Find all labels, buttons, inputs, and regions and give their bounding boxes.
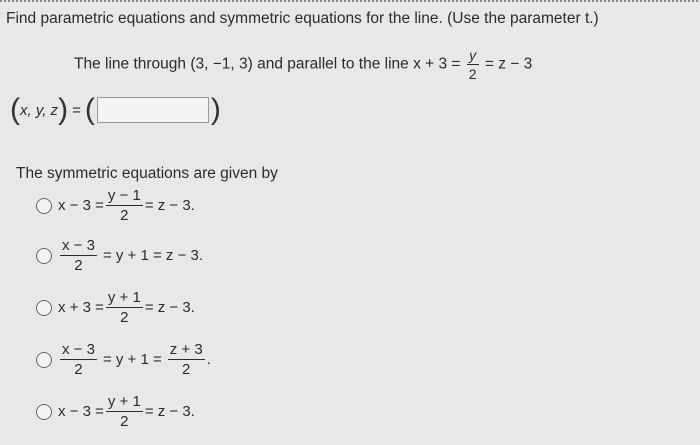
right-paren: ) [58,93,69,126]
symmetric-option-4[interactable] [36,342,211,377]
question-line-text [74,48,532,81]
option-4-left-numerator: x − 3 [62,341,95,358]
option-2-numerator: x − 3 [62,237,95,254]
option-5-fraction [106,394,143,429]
option-2-denominator: 2 [60,255,97,273]
radio-button[interactable] [36,198,52,214]
parallel-fraction-numerator: y [469,47,477,63]
radio-button[interactable] [36,248,52,264]
option-4-fraction-right [168,342,205,377]
answer-right-paren: ) [210,93,221,126]
left-paren: ( [10,93,20,126]
symmetric-option-2[interactable] [36,238,207,273]
option-4-mid: = y + 1 = [102,351,162,368]
question-prompt: Find parametric equations and symmetric equations for the line. (Use the parameter t.) [6,10,599,27]
vector-label: x, y, z [20,101,59,119]
symmetric-option-1[interactable] [36,188,195,223]
symmetric-option-5[interactable] [36,394,195,429]
radio-button[interactable] [36,352,52,368]
option-1-pre: x − 3 = [58,197,104,214]
option-1-fraction [106,188,143,223]
option-3-numerator: y + 1 [107,289,141,306]
option-3-denominator: 2 [106,307,143,325]
parallel-fraction [467,48,479,81]
radio-button[interactable] [36,404,52,420]
radio-button[interactable] [36,300,52,316]
option-5-pre: x − 3 = [58,403,104,420]
parallel-fraction-denominator: 2 [468,66,477,82]
option-1-numerator: y − 1 [107,187,141,204]
symmetric-label: The symmetric equations are given by [16,165,278,182]
top-border [0,0,700,2]
option-5-post: = z − 3. [144,403,195,420]
option-2-mid: = y + 1 = z − 3. [102,247,204,264]
option-4-fraction-left [60,342,97,377]
parametric-equation-row [10,92,221,128]
option-4-post: . [206,351,211,368]
parallel-tail: = z − 3 [484,55,533,73]
option-1-denominator: 2 [106,205,143,223]
option-3-fraction [106,290,143,325]
option-3-pre: x + 3 = [58,299,104,316]
option-4-left-denominator: 2 [60,359,97,377]
parametric-answer-input[interactable] [97,97,209,123]
option-2-fraction [60,238,97,273]
option-4-right-numerator: z + 3 [169,341,203,358]
equals-sign: = [72,101,81,119]
option-5-numerator: y + 1 [107,393,141,410]
option-5-denominator: 2 [106,411,143,429]
option-1-post: = z − 3. [144,197,195,214]
answer-left-paren: ( [84,93,95,126]
option-3-post: = z − 3. [144,299,195,316]
line-text-main: The line through (3, −1, 3) and parallel to the line x + 3 = [74,55,461,73]
option-4-right-denominator: 2 [168,359,205,377]
symmetric-option-3[interactable] [36,290,195,325]
